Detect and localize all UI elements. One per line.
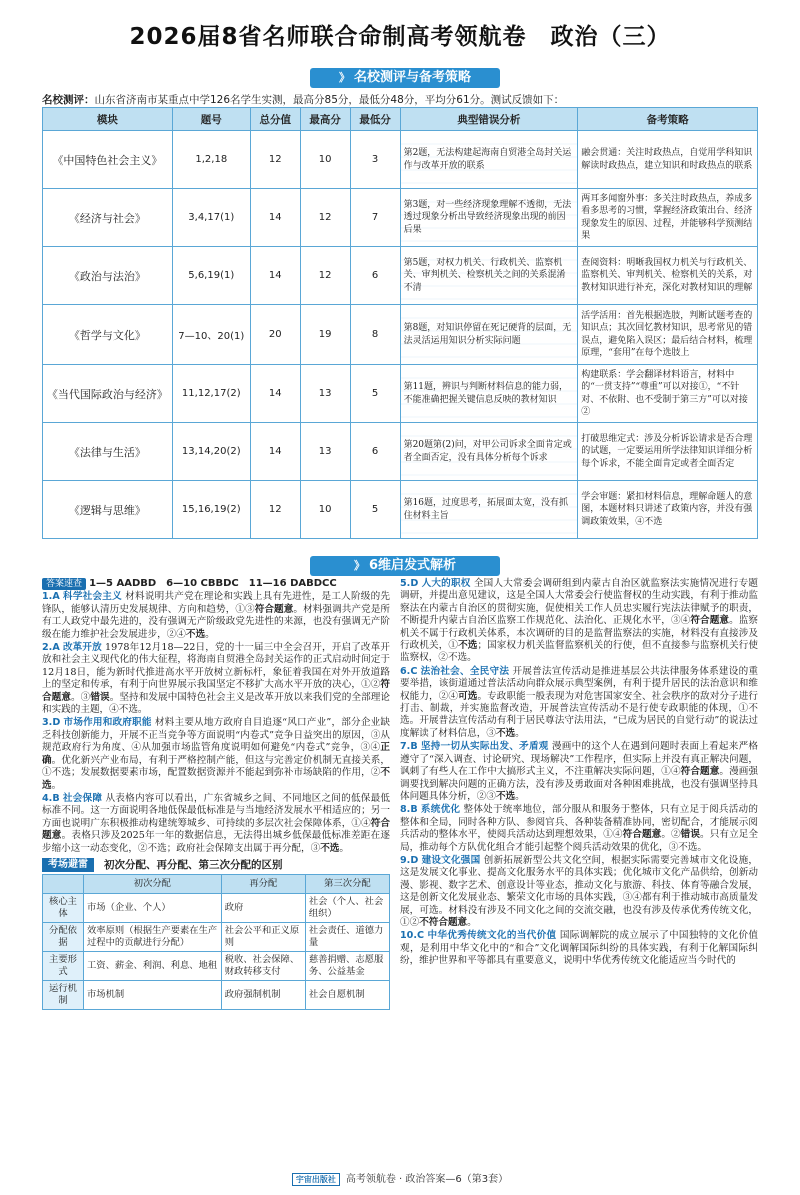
error-analysis-cell: 第11题，辨识与判断材料信息的能力弱，不能准确把握关键信息反映的教材知识: [400, 365, 578, 423]
total-score-cell: 12: [250, 131, 300, 189]
explanation-item: [400, 666, 758, 740]
tip-row: [43, 981, 390, 1010]
error-analysis-cell: 第3题，对一些经济现象理解不透彻，无法透过现象分析出导致经济现象出现的前因后果: [400, 189, 578, 247]
min-score-cell: 6: [350, 247, 400, 305]
explanation-body: 材料主要从地方政府自目追逐“风口产业”，部分企业缺乏科技创新能力，开展不正当竞争等方面说明“内卷式”竞争日益突出的原因，③从规范政府行为角度、④从加强市场监管角度说明如何避免“内卷式”竞争，③④: [42, 717, 390, 754]
tip-row: [43, 952, 390, 981]
question-numbers-cell: 5,6,19(1): [172, 247, 250, 305]
explanation-tail: 。表格只涉及2025年一年的数据信息，无法得出城乡低保最低标准差距在逐步缩小这一动态变化，②不选；政府社会保障支出属于再分配，③: [42, 830, 391, 854]
total-score-cell: 20: [250, 305, 300, 365]
tip-header-cell: 再分配: [221, 875, 305, 894]
redistribution-cell: 社会公平和正义原则: [221, 923, 305, 952]
topic-tag: 法治社会、全民守法: [420, 665, 510, 677]
question-numbers-cell: 1,2,18: [172, 131, 250, 189]
explanation-body: 创新拓展新型公共文化空间，根据实际需要完善城市文化设施，这是发展文化事业、提高文化服务水平的具体实践；优化城市文化产品供给，创新动漫、影视、数字艺术、创意设计等业态，推动文化与旅游、科技、体育等融合发展，这是创新文化发展业态、繁荣文化市场的具体实践，③④都有利于推动城市高质量发展，可选。材料没有涉及不同文化之间的交流交融，也没有涉及传承优秀传统文化，①②: [400, 854, 758, 928]
explanation-item: [42, 591, 390, 641]
verdict-ok: 可选: [458, 690, 478, 702]
max-score-cell: 10: [300, 131, 350, 189]
primary-distribution-cell: 市场机制: [84, 981, 222, 1010]
min-score-cell: 7: [350, 189, 400, 247]
error-analysis-cell: 第8题，对知识停留在死记硬背的层面，无法灵活运用知识分析实际问题: [400, 305, 578, 365]
explanation-tail: 。专政职能一般表现为对危害国家安全、社会秩序的敌对分子进行打击、制裁，并实施监督改造，开展普法宣传活动不是行使专政职能的体现，①不选。开展普法宣传活动有利于居民尊法守法用法，“已成为居民的自觉行动”的说法过度解读了材料信息，③: [400, 690, 759, 739]
third-distribution-cell: 社会自愿机制: [305, 981, 389, 1010]
question-answer: 4.B: [42, 792, 60, 804]
table-row: [43, 365, 758, 423]
topic-tag: 系统优化: [420, 804, 461, 816]
footer-text: 高考领航卷 · 政治答案—6（第3套）: [345, 1174, 509, 1185]
topic-tag: 市场作用和政府职能: [63, 717, 152, 729]
topic-tag: 科学社会主义: [63, 591, 122, 603]
max-score-cell: 13: [300, 365, 350, 423]
strategy-cell: 打破思维定式：涉及分析诉讼请求是否合理的试题，一定要运用所学法律知识详细分析每个诉求，不能全面肯定或者全面否定: [578, 423, 758, 481]
redistribution-cell: 税收、社会保障、财政转移支付: [221, 952, 305, 981]
corner-cell: [43, 875, 84, 894]
min-score-cell: 5: [350, 481, 400, 539]
explanation-body: 全国人大常委会调研组到内蒙古自治区就监察法实施情况进行专题调研，并提出意见建议，这是全国人大常委会行使监督权的生动实践，有利于推动监察法在内蒙古自治区的贯彻实施，促使相关工作人员忠实履行宪法法律赋予的职责，不断提升内蒙古自治区监察工作规范化、法治化、正规化水平，③④: [400, 578, 758, 627]
max-score-cell: 12: [300, 247, 350, 305]
answer-key: [42, 578, 390, 590]
question-numbers-cell: 15,16,19(2): [172, 481, 250, 539]
answer-key-values: 1—5 AADBD 6—10 CBBDC 11—16 DABDCC: [89, 578, 337, 589]
total-score-cell: 12: [250, 481, 300, 539]
verdict-ok: 符合题意: [42, 817, 391, 842]
evaluation-line: [42, 92, 564, 107]
topic-tag: 坚持一切从实际出发、矛盾观: [420, 741, 549, 753]
question-numbers-cell: 7—10、20(1): [172, 305, 250, 365]
explanation-tail: 。③: [71, 691, 91, 703]
explanation-item: [42, 642, 390, 716]
explanation-item: [400, 930, 758, 967]
module-cell: 《逻辑与思维》: [43, 481, 173, 539]
question-answer: 3.D: [42, 717, 61, 729]
table-header-cell: 模块: [43, 108, 173, 131]
strategy-cell: 构建联系：学会翻译材料语言，材料中的“一贯支持”“尊重”可以对接①，“不针对、不依附、也不受制于第三方”可以对接②: [578, 365, 758, 423]
left-explanations: [42, 591, 390, 855]
explanation-tail: 。漫画强调要找到解决问题的正确方法，没有涉及勇敢面对各种困难挑战，也没有强调坚持具体问题具体分析，②③: [400, 766, 759, 802]
exam-tip-title: 初次分配、再分配、第三次分配的区别: [104, 858, 283, 871]
tip-row-head: 运行机制: [43, 981, 84, 1010]
explanation-tail: 。材料强调共产党是所有工人政党中最先进的，没有强调无产阶级政党先进性的来源，也没有强调无产阶级在能力维护社会发展进步，②④: [42, 603, 391, 640]
explanation-body: 国际调解院的成立展示了中国独特的文化价值观，是利用中华文化中的“和合”文化调解国际纠纷的具体实践，有利于化解国际纠纷，维护世界和平等都具有重要意义，说明中华优秀传统文化能适应当今时代的: [400, 930, 758, 967]
question-answer: 9.D: [400, 854, 419, 866]
tip-header-cell: 第三次分配: [305, 875, 389, 894]
explanation-item: [400, 804, 758, 854]
explanation-body: 从表格内容可以看出，广东省城乡之间、不同地区之间的低保最低标准不同。这一方面说明各地低保最低标准是与当地经济发展水平相适应的；另一方面也说明广东积极推动构建统筹城乡、可持续的多层次社会保障体系，①④: [42, 792, 390, 829]
verdict-no: 错误: [90, 691, 110, 703]
verdict-no: 不选: [42, 767, 390, 791]
table-header-cell: 最低分: [350, 108, 400, 131]
table-row: [43, 131, 758, 189]
module-cell: 《法律与生活》: [43, 423, 173, 481]
explanation-body: 1978年12月18—22日，党的十一届三中全会召开，开启了改革开放和社会主义现代化的伟大征程，将海南自贸港全岛封关运作的正式启动时间定于12月18日，能为新时代推进高水平开放树立新标杆，象征着我国在对外开放道路上的坚定和传承，有利于向世界展示我国坚定不移扩大高水平开放的决心，①②: [42, 642, 390, 691]
explanation-item: [400, 855, 758, 929]
answer-key-badge: 答案速查: [42, 578, 86, 590]
section-banner-label: 6维启发式解析: [368, 558, 457, 573]
strategy-cell: 活学活用：首先根据选肢，判断试题考查的知识点；其次回忆教材知识，思考常见的错误点，避免陷入误区；最后结合材料，梳理原理，“套用”在每个选肢上: [578, 305, 758, 365]
tip-row-head: 主要形式: [43, 952, 84, 981]
topic-tag: 社会保障: [62, 792, 103, 804]
question-numbers-cell: 3,4,17(1): [172, 189, 250, 247]
topic-tag: 中华优秀传统文化的当代价值: [427, 930, 557, 942]
verdict-no: 错误: [680, 829, 701, 841]
question-answer: 10.C: [400, 930, 425, 942]
exam-tip-badge: 考场避雷: [42, 858, 94, 872]
max-score-cell: 19: [300, 305, 350, 365]
strategy-cell: 融会贯通：关注时政热点，自觉用学科知识解读时政热点，建立知识和时政热点的联系: [578, 131, 758, 189]
explanation-item: [400, 578, 758, 665]
double-chevron-icon: 》: [338, 71, 350, 84]
third-distribution-cell: 社会责任、道德力量: [305, 923, 389, 952]
primary-distribution-cell: 工资、薪金、利润、利息、地租: [84, 952, 222, 981]
table-row: [43, 189, 758, 247]
primary-distribution-cell: 效率原则（根据生产要素在生产过程中的贡献进行分配）: [84, 923, 222, 952]
error-analysis-cell: 第20题第(2)问，对甲公司诉求全面肯定或者全面否定，没有具体分析每个诉求: [400, 423, 578, 481]
verdict-no: 不选: [495, 727, 516, 739]
tip-row-head: 分配依据: [43, 923, 84, 952]
exam-tip: [42, 858, 390, 1010]
tip-row: [43, 923, 390, 952]
topic-tag: 人大的职权: [421, 578, 471, 589]
question-answer: 8.B: [400, 804, 418, 816]
explanation-item: [42, 717, 390, 791]
page-title: 2026届8省名师联合命制高考领航卷 政治（三）: [129, 24, 671, 50]
table-header-cell: 备考策略: [578, 108, 758, 131]
topic-tag: 改革开放: [62, 642, 102, 654]
question-numbers-cell: 13,14,20(2): [172, 423, 250, 481]
explanation-body: 漫画中的这个人在遇到问题时表面上看起来严格遵守了“深入调查、讨论研究、现场解决”工作程序，但实际上并没有真正解决问题，讽刺了有些人在工作中大搞形式主义，不注重解决实际问题，①④: [400, 741, 758, 778]
strategy-cell: 两耳多闻窗外事：多关注时政热点，养成多看多思考的习惯，掌握经济政策出台、经济现象发生的原因、过程，并能够科学预测结果: [578, 189, 758, 247]
redistribution-cell: 政府强制机制: [221, 981, 305, 1010]
tip-row: [43, 894, 390, 923]
error-analysis-cell: 第5题，对权力机关、行政机关、监察机关、审判机关、检察机关之间的关系混淆不清: [400, 247, 578, 305]
explanation-body: 开展普法宣传活动是推进基层公共法律服务体系建设的重要举措，该街道通过普法活动向群众展示典型案例，有利于提升居民的法治意识和维权能力，②④: [400, 665, 758, 702]
analysis-table: [42, 107, 758, 539]
strategy-cell: 学会审题：紧扣材料信息，理解命题人的意图，本题材料只讲述了政策内容，并没有强调政策效果，④不选: [578, 481, 758, 539]
total-score-cell: 14: [250, 365, 300, 423]
table-header-cell: 题号: [172, 108, 250, 131]
redistribution-cell: 政府: [221, 894, 305, 923]
verdict-ok: 符合题意: [254, 603, 294, 615]
question-answer: 5.D: [400, 578, 419, 589]
verdict-ok: 不符合题意: [419, 916, 468, 928]
explanation-item: [42, 793, 390, 855]
question-answer: 7.B: [400, 741, 418, 753]
table-row: [43, 423, 758, 481]
total-score-cell: 14: [250, 423, 300, 481]
error-analysis-cell: 第16题，过度思考，拓展面太宽，没有抓住材料主旨: [400, 481, 578, 539]
explanation-end: 。: [515, 727, 525, 739]
verdict-no: 不选: [495, 790, 516, 802]
section-banner-analysis: [310, 556, 500, 576]
third-distribution-cell: 社会（个人、社会组织）: [305, 894, 389, 923]
verdict-ok: 符合题意: [42, 679, 390, 703]
right-column: [400, 578, 758, 969]
module-cell: 《哲学与文化》: [43, 305, 173, 365]
total-score-cell: 14: [250, 189, 300, 247]
module-cell: 《当代国际政治与经济》: [43, 365, 173, 423]
explanation-end: 。只有立足全局，推动每个方队优化组合才能引起整个阅兵活动效果的优化，③不选。: [400, 829, 759, 853]
min-score-cell: 8: [350, 305, 400, 365]
explanation-body: 材料说明共产党在理论和实践上具有先进性，是工人阶级的先锋队，能够认清历史发展规律、方向和趋势，①③: [42, 591, 391, 615]
verdict-no: 不选: [320, 842, 340, 854]
distribution-table: [42, 874, 390, 1010]
verdict-no: 不选: [458, 640, 478, 652]
section-banner-evaluation: [310, 68, 500, 88]
verdict-ok: 符合题意: [680, 766, 720, 778]
third-distribution-cell: 慈善捐赠、志愿服务、公益基金: [305, 952, 389, 981]
question-answer: 1.A: [42, 591, 60, 603]
module-cell: 《中国特色社会主义》: [43, 131, 173, 189]
explanation-end: 。坚持和发展中国特色社会主义是改革开放以来我们党的全部理论和实践的主题，④不选。: [42, 691, 391, 716]
explanation-end: 。: [205, 628, 215, 640]
table-header-cell: 典型错误分析: [400, 108, 578, 131]
max-score-cell: 10: [300, 481, 350, 539]
table-header-cell: 总分值: [250, 108, 300, 131]
max-score-cell: 12: [300, 189, 350, 247]
table-header-cell: 最高分: [300, 108, 350, 131]
min-score-cell: 3: [350, 131, 400, 189]
explanation-end: ；国家权力机关监督监察机关的行使，但不直接参与监察机关行使监察权，②不选。: [400, 640, 759, 664]
publisher-logo: 宇宙出版社: [292, 1173, 340, 1186]
table-row: [43, 247, 758, 305]
evaluation-text: 山东省济南市某重点中学126名学生实测，最高分85分，最低分48分，平均分61分。测试反馈如下：: [94, 94, 565, 106]
strategy-cell: 查阅资料：明晰我国权力机关与行政机关、监察机关、审判机关、检察机关的关系，对教材知识进行补充，深化对教材知识的理解: [578, 247, 758, 305]
question-answer: 6.C: [400, 665, 418, 677]
explanation-body: 整体处于统率地位，部分服从和服务于整体，只有立足于阅兵活动的整体和全局，同时各种方队、参阅官兵、各种装备精准协同，密切配合，才能展示阅兵活动的整体水平，使阅兵活动达到理想效果，①④: [400, 804, 758, 841]
verdict-no: 不选: [185, 628, 206, 640]
explanation-end: 。: [339, 842, 349, 854]
error-analysis-cell: 第2题，无法构建起海南自贸港全岛封关运作与改革开放的联系: [400, 131, 578, 189]
verdict-ok: 符合题意: [690, 615, 730, 627]
tip-row-head: 核心主体: [43, 894, 84, 923]
topic-tag: 建设文化强国: [421, 854, 481, 866]
left-column: [42, 578, 390, 1010]
explanation-end: 。: [515, 790, 525, 802]
explanation-tail: 。监察机关不属于行政机关体系，本次调研的目的是监督监察法的实施，材料没有直接涉及行政机关，①: [400, 615, 759, 652]
section-banner-label: 名校测评与备考策略: [353, 70, 471, 85]
min-score-cell: 6: [350, 423, 400, 481]
explanation-tail: 。优化新兴产业布局，有利于严格控制产能，但这与完善定价机制无直接关系，①不选；发展数据要素市场，配置数据资源并不能起到弥补市场缺陷的作用，②: [42, 754, 391, 779]
verdict-ok: 正确: [42, 742, 390, 766]
evaluation-label: 名校测评：: [42, 94, 95, 106]
module-cell: 《经济与社会》: [43, 189, 173, 247]
primary-distribution-cell: 市场（企业、个人）: [84, 894, 222, 923]
total-score-cell: 14: [250, 247, 300, 305]
explanation-item: [400, 741, 758, 803]
min-score-cell: 5: [350, 365, 400, 423]
explanation-tail: 。: [467, 916, 477, 928]
table-row: [43, 481, 758, 539]
table-row: [43, 305, 758, 365]
explanation-tail: 。②: [661, 829, 681, 841]
tip-header-cell: 初次分配: [84, 875, 222, 894]
explanation-end: 。: [51, 779, 62, 791]
double-chevron-icon: 》: [353, 559, 365, 572]
module-cell: 《政治与法治》: [43, 247, 173, 305]
footer: [0, 1170, 800, 1186]
question-numbers-cell: 11,12,17(2): [172, 365, 250, 423]
verdict-ok: 符合题意: [622, 829, 662, 841]
max-score-cell: 13: [300, 423, 350, 481]
question-answer: 2.A: [42, 642, 60, 654]
